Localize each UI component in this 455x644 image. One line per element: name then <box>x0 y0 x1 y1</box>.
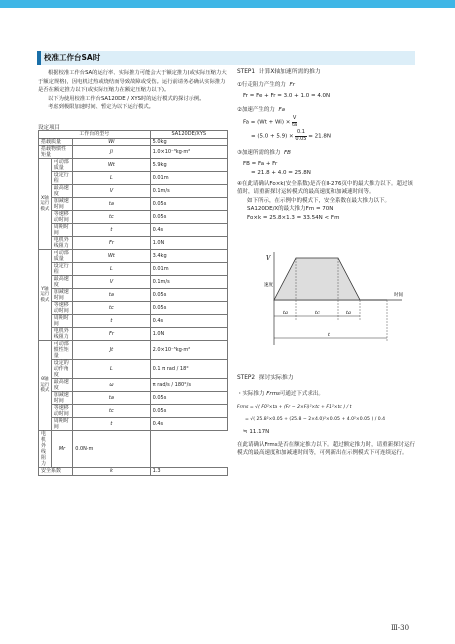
row-symbol: tc <box>73 302 150 315</box>
step1-note1: ④在此请确认Fo×k(安全系数)是否在Ⅱ-276页中的最大推力以下。超过该值时，请重新探讨运转模式的最高速度和加减速时间等。 <box>237 181 414 196</box>
row-item: 搭载物惯性矩量 <box>39 146 73 159</box>
row-value: 1.0×10⁻³kg·m² <box>150 146 227 159</box>
table-row <box>39 211 228 224</box>
row-value: 0.4s <box>150 418 227 431</box>
row-symbol: Wi <box>73 138 150 146</box>
table-row <box>39 289 228 302</box>
page-number: Ⅲ-30 <box>391 624 410 632</box>
section-title: 校准工作台SA时 <box>44 53 101 62</box>
row-value: 0.1 π rad / 18° <box>150 360 227 379</box>
chart-ta1: ta <box>283 310 288 316</box>
table-row <box>39 159 228 172</box>
step1-eq3a: FB = Fa + Fr <box>243 161 278 167</box>
row-symbol: L <box>73 263 150 276</box>
row-item: 最高速度 <box>51 185 73 198</box>
row-value: 5.0kg <box>150 138 227 146</box>
step1-s2-sym: Fa <box>278 107 285 113</box>
step2-lead-sym: Frms <box>266 391 280 397</box>
step2-subtitle: 探讨实际推力 <box>258 375 294 381</box>
frac-v: V <box>292 115 297 121</box>
table-row <box>39 237 228 250</box>
section-title-bar <box>37 51 415 65</box>
title-accent <box>37 51 41 65</box>
step1-s1: ①行走阻力产生的力 <box>237 82 286 88</box>
row-item: 设定行程 <box>51 172 73 185</box>
row-value: 0.4s <box>150 224 227 237</box>
frac-005: 0.05 <box>295 135 307 142</box>
row-symbol: L <box>73 360 150 379</box>
row-item: 周期时间 <box>51 418 73 431</box>
step2-lead: ・实际推力 <box>237 391 265 397</box>
row-item: 最高速度 <box>51 276 73 289</box>
row-symbol: t <box>73 315 150 328</box>
row-symbol: Mr <box>51 431 73 468</box>
step1-eq2b: = (5.0 + 5.9) × <box>251 133 294 140</box>
step1-eq2a: Fa = (Wt + Wi) × <box>243 119 291 126</box>
step1-s2: ②加速产生的力 <box>237 107 275 113</box>
table-row <box>39 302 228 315</box>
chart-speed-label: 速度 <box>264 283 273 288</box>
step1-title: STEP1 <box>237 69 256 75</box>
table-row <box>39 341 228 360</box>
setting-label: 设定项目 <box>38 125 61 131</box>
row-value: 1.0N <box>150 237 227 250</box>
row-symbol: ta <box>73 392 150 405</box>
speed-profile-chart <box>262 250 412 350</box>
row-item: 等速移动时间 <box>51 211 73 224</box>
row-value: 0.05s <box>150 289 227 302</box>
step2-block <box>237 372 417 458</box>
row-value: π rad/s / 180°/s <box>150 379 227 392</box>
row-item: 周期时间 <box>51 224 73 237</box>
row-item: 加减速时间 <box>51 392 73 405</box>
table-row <box>39 360 228 379</box>
spec-table <box>38 130 228 476</box>
row-item: 设定行程 <box>51 263 73 276</box>
row-item: 电机外线阻力 <box>51 237 73 250</box>
row-item: 可动部惯性矩量 <box>51 341 73 360</box>
row-value: 0.05s <box>150 211 227 224</box>
table-row <box>39 392 228 405</box>
header-model-value: SA120DE/XYS <box>150 131 227 139</box>
row-value: 1.0N <box>150 328 227 341</box>
row-item: 电机外线阻力 <box>39 431 52 468</box>
chart-v-label: V <box>266 255 271 262</box>
chart-tc: tc <box>315 310 320 316</box>
table-row <box>39 146 228 159</box>
row-item: 最高速度 <box>51 379 73 392</box>
intro-text <box>38 69 228 112</box>
row-symbol: Fr <box>73 328 150 341</box>
row-item: 可动部质量 <box>51 159 73 172</box>
chart-ta2: ta <box>346 310 351 316</box>
row-value: 0.05s <box>150 302 227 315</box>
table-row <box>39 224 228 237</box>
step1-subtitle: 计算X轴加速所需的推力 <box>258 69 321 75</box>
step1-note3: SA120DE/X的最大推力Fm = 70N <box>247 206 334 213</box>
step1-note2: 如下所示，在示例中的模式下，安全系数在最大推力以下。 <box>247 197 391 204</box>
row-item: 设定的动作角度 <box>51 360 73 379</box>
row-symbol: Ji <box>73 146 150 159</box>
row-symbol: ta <box>73 289 150 302</box>
step1-block <box>237 66 417 222</box>
row-group: θ轴运行模式 <box>39 341 52 431</box>
row-item: 等速移动时间 <box>51 405 73 418</box>
row-symbol: Fr <box>73 237 150 250</box>
intro-para-1: 根据校准工作台SA的运行率、实际推力可能会大于额定推力(或实际压缩力大于额定规格)，因电机过热或烧结而导致故障或受伤。运行前请务必确认实际推力是否在额定推力以下(或实际压缩力在额定压缩力以下)。 <box>38 70 227 94</box>
row-symbol: Jt <box>73 341 150 360</box>
step2-eq-mid: = √( 25.8²×0.05 + (25.8 − 2×4.0)²×0.05 + 4.0²×0.05 ) / 0.4 <box>245 417 386 422</box>
row-symbol: ta <box>73 198 150 211</box>
header-model-label: 工作台的型号 <box>39 131 151 139</box>
table-row <box>39 431 228 468</box>
step2-eq-res: ≒ 11.17N <box>243 429 270 435</box>
step1-s3-sym: FB <box>283 150 291 156</box>
table-row <box>39 172 228 185</box>
row-value: 0.05s <box>150 405 227 418</box>
step2-lead-tail: 可通过下式求出。 <box>279 391 324 397</box>
row-value: 0.0N·m <box>73 431 150 468</box>
row-value: 2.0×10⁻⁵kg·m² <box>150 341 227 360</box>
step2-note: 在此请确认Frms是否在额定推力以下。超过额定推力时，请重新探讨运行模式的最高速度和加减速时间等，可列新出在示例模式下可连续运行。 <box>237 442 416 457</box>
table-row <box>39 276 228 289</box>
frac-01: 0.1 <box>296 129 305 135</box>
row-value: 0.1m/s <box>150 276 227 289</box>
table-row <box>39 250 228 263</box>
row-group: Y轴运行模式 <box>39 250 52 341</box>
row-item: 等速移动时间 <box>51 302 73 315</box>
intro-para-3: 考虑到极限加速时间、暂定为以下运行模式。 <box>48 104 154 111</box>
row-symbol: Wt <box>73 159 150 172</box>
table-row <box>39 379 228 392</box>
intro-para-2: 以下为使用校准工作台SA120DE / XYS时的运行模式的探讨示例。 <box>48 95 205 102</box>
row-value: 0.05s <box>150 392 227 405</box>
row-value: 3.4kg <box>150 250 227 263</box>
table-row <box>39 138 228 146</box>
row-symbol: t <box>73 224 150 237</box>
row-symbol: t <box>73 418 150 431</box>
row-item: 加减速时间 <box>51 289 73 302</box>
table-row <box>39 198 228 211</box>
row-value: 1.3 <box>150 468 227 476</box>
step1-note4: Fo×k = 25.8×1.3 = 33.54N < Fm <box>247 214 340 221</box>
row-value: 0.01m <box>150 263 227 276</box>
row-symbol: L <box>73 172 150 185</box>
row-symbol: Wt <box>73 250 150 263</box>
row-item: 安全系数 <box>39 468 73 476</box>
table-row <box>39 263 228 276</box>
table-row <box>39 315 228 328</box>
row-item: 可动部质量 <box>51 250 73 263</box>
row-symbol: V <box>73 185 150 198</box>
row-value: 5.9kg <box>150 159 227 172</box>
row-value: 0.4s <box>150 315 227 328</box>
row-value: 0.1m/s <box>150 185 227 198</box>
table-row <box>39 468 228 476</box>
row-item: 搭载质量 <box>39 138 73 146</box>
row-symbol: tc <box>73 405 150 418</box>
row-item: 周期时间 <box>51 315 73 328</box>
row-group: X轴运行模式 <box>39 159 52 250</box>
step1-eq2c: = 21.8N <box>308 133 331 140</box>
row-symbol: tc <box>73 211 150 224</box>
row-value: 0.01m <box>150 172 227 185</box>
row-symbol: V <box>73 276 150 289</box>
frac-values <box>295 130 306 142</box>
table-row <box>39 418 228 431</box>
step2-eq-top: Frms = √( F0²×ta + (Fr − 2×Fi)²×tc + F1²×tc ) / t <box>237 405 352 410</box>
chart-t: t <box>328 332 331 338</box>
table-row <box>39 405 228 418</box>
row-item: 加减速时间 <box>51 198 73 211</box>
chart-time-label: 时间 <box>394 293 403 298</box>
spec-header-row <box>39 131 228 139</box>
table-row <box>39 328 228 341</box>
step1-eq3b: = 21.8 + 4.0 = 25.8N <box>251 170 311 176</box>
row-symbol: ω <box>73 379 150 392</box>
row-symbol: k <box>73 468 150 476</box>
step1-s1-sym: Fr <box>289 82 295 88</box>
step2-title: STEP2 <box>237 375 256 381</box>
step1-eq1: Fr = Fe + Fr = 3.0 + 1.0 = 4.0N <box>243 93 331 99</box>
step1-s3: ③加速所需的推力 <box>237 150 281 156</box>
frac-ta: ta <box>292 121 298 128</box>
frac-v-ta <box>292 116 297 128</box>
table-row <box>39 185 228 198</box>
row-value: 0.05s <box>150 198 227 211</box>
top-accent-bar <box>0 0 455 8</box>
speed-trapezoid <box>274 258 360 300</box>
row-item: 电机外线阻力 <box>51 328 73 341</box>
